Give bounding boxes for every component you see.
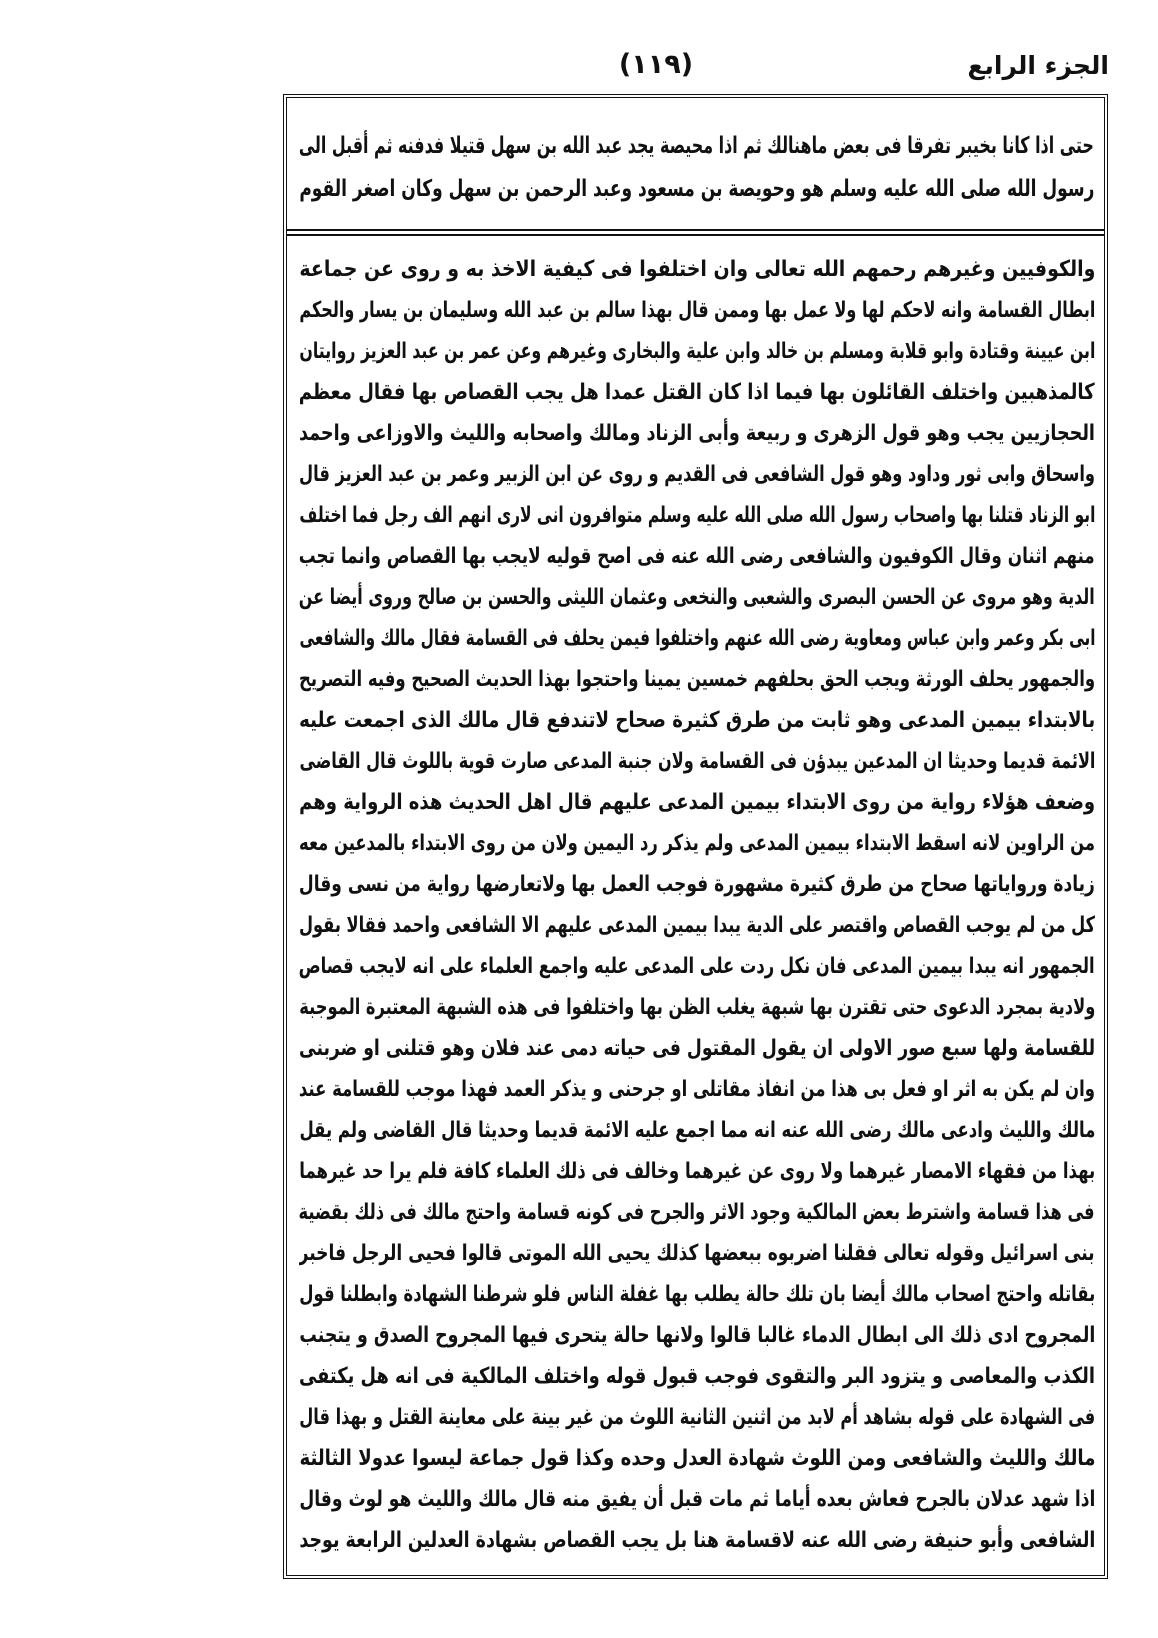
commentary-line-text: كالمذهبين واختلف القائلون بها فيما اذا كان القتل عمدا هل يجب القصاص بها فقال معظم <box>299 380 1095 405</box>
commentary-line <box>299 331 1095 372</box>
commentary-line <box>299 1151 1095 1192</box>
commentary-line-text: ابن عيينة وقتادة وابو قلابة ومسلم بن خالد وابن علية والبخارى وغيرهم وعن عمر بن عبد العزيز روايتان <box>299 339 1095 364</box>
hadith-line <box>299 125 1094 168</box>
commentary-line <box>299 700 1095 741</box>
commentary-line <box>299 1397 1095 1438</box>
commentary-line-text: وضعف هؤلاء رواية من روى الابتداء بيمين المدعى عليهم قال اهل الحديث هذه الرواية وهم <box>299 790 1095 815</box>
page-frame <box>283 94 1108 1579</box>
commentary-line <box>299 454 1095 495</box>
commentary-line-text: منهم اثنان وقال الكوفيون والشافعى رضى الله عنه فى اصح قوليه لايجب بها القصاص وانما تجب <box>299 544 1095 569</box>
commentary-line <box>299 1028 1095 1069</box>
commentary-line-text: بهذا من فقهاء الامصار غيرهما ولا روى عن غيرهما وخالف فى ذلك العلماء كافة فلم يرا حد غيرهما <box>299 1159 1095 1184</box>
commentary-line <box>299 1233 1095 1274</box>
commentary-body <box>299 249 1095 1561</box>
commentary-line-text: الجمهور انه يبدا بيمين المدعى فان نكل ردت على المدعى عليه واجمع العلماء على انه لايجب قصاص <box>299 954 1095 979</box>
commentary-line <box>299 290 1095 331</box>
commentary-line-text: بنى اسرائيل وقوله تعالى فقلنا اضربوه ببعضها كذلك يحيى الله الموتى قالوا فحيى الرجل فاخبر <box>299 1241 1095 1266</box>
commentary-line <box>299 1479 1095 1520</box>
hadith-box <box>287 98 1104 236</box>
commentary-line-text: بقاتله واحتج اصحاب مالك أيضا بان تلك حالة يطلب بها غفلة الناس فلو شرطنا الشهادة وابطلنا قول <box>299 1282 1095 1307</box>
hadith-line-text: حتى اذا كانا بخيبر تفرقا فى بعض ماهنالك ثم اذا محيصة يجد عبد الله بن سهل قتيلا فدفنه ثم أقبل الى <box>299 133 1094 159</box>
commentary-line <box>299 1520 1095 1561</box>
commentary-line <box>299 618 1095 659</box>
commentary-line-text: الدية وهو مروى عن الحسن البصرى والشعبى والنخعى وعثمان الليثى والحسن بن صالح وروى أيضا عن <box>299 585 1095 610</box>
commentary-line <box>299 577 1095 618</box>
commentary-line <box>299 864 1095 905</box>
commentary-line <box>299 782 1095 823</box>
commentary-line-text: الكذب والمعاصى و يتزود البر والتقوى فوجب قبول قوله واختلف المالكية فى انه هل يكتفى <box>299 1364 1095 1389</box>
commentary-line <box>299 659 1095 700</box>
commentary-line-text: ابى بكر وعمر وابن عباس ومعاوية رضى الله عنهم واختلفوا فيمن يحلف فى القسامة فقال مالك والشافعى <box>299 626 1095 651</box>
commentary-line <box>299 905 1095 946</box>
commentary-line-text: اذا شهد عدلان بالجرح فعاش بعده أياما ثم مات قبل أن يفيق منه قال مالك والليث هو لوث وقال <box>299 1487 1095 1512</box>
commentary-line-text: زيادة ورواياتها صحاح من طرق كثيرة مشهورة فوجب العمل بها ولاتعارضها رواية من نسى وقال <box>299 872 1095 897</box>
commentary-line-text: ولادية بمجرد الدعوى حتى تقترن بها شبهة يغلب الظن بها واختلفوا فى هذه الشبهة المعتبرة الموجبة <box>299 995 1095 1020</box>
commentary-line-text: الشافعى وأبو حنيفة رضى الله عنه لاقسامة هنا بل يجب القصاص بشهادة العدلين الرابعة يوجد <box>299 1528 1095 1553</box>
commentary-line <box>299 249 1095 290</box>
commentary-line <box>299 413 1095 454</box>
commentary-line <box>299 1438 1095 1479</box>
commentary-line-text: من الراوين لانه اسقط الابتداء بيمين المدعى ولم يذكر رد اليمين ولان من روى الابتداء بالمدعين معه <box>299 831 1095 856</box>
hadith-line <box>299 168 1094 211</box>
commentary-line-text: بالابتداء بيمين المدعى وهو ثابت من طرق كثيرة صحاح لاتندفع قال مالك الذى اجمعت عليه <box>299 708 1095 733</box>
commentary-line-text: مالك والليث والشافعى ومن اللوث شهادة العدل وحده وكذا قول جماعة ليسوا عدولا الثالثة <box>299 1446 1095 1471</box>
commentary-line <box>299 1315 1095 1356</box>
commentary-line-text: والجمهور يحلف الورثة ويجب الحق بحلفهم خمسين يمينا واحتجوا بهذا الحديث الصحيح وفيه التصريح <box>299 667 1095 692</box>
commentary-line <box>299 741 1095 782</box>
commentary-line-text: فى هذا قسامة واشترط بعض المالكية وجود الاثر والجرح فى كونه قسامة واحتج مالك فى ذلك بقضية <box>299 1200 1095 1225</box>
commentary-line <box>299 1069 1095 1110</box>
running-head <box>283 44 1109 90</box>
commentary-line <box>299 1274 1095 1315</box>
commentary-line <box>299 372 1095 413</box>
commentary-line <box>299 536 1095 577</box>
commentary-line-text: وان لم يكن به اثر او فعل بى هذا من انفاذ مقاتلى او جرحنى و يذكر العمد فهذا موجب للقسامة عند <box>299 1077 1095 1102</box>
commentary-line <box>299 495 1095 536</box>
commentary-line-text: ابطال القسامة وانه لاحكم لها ولا عمل بها وممن قال بهذا سالم بن عبد الله وسليمان بن يسار والحكم <box>299 298 1095 323</box>
commentary-line-text: والكوفيين وغيرهم رحمهم الله تعالى وان اختلفوا فى كيفية الاخذ به و روى عن جماعة <box>299 257 1095 282</box>
commentary-line-text: الائمة قديما وحديثا ان المدعين يبدؤن فى القسامة ولان جنبة المدعى صارت قوية باللوث قال القاضى <box>299 749 1095 774</box>
part-title: الجزء الرابع <box>967 51 1109 80</box>
commentary-line <box>299 946 1095 987</box>
commentary-line-text: الحجازيين يجب وهو قول الزهرى و ربيعة وأبى الزناد ومالك واصحابه والليث والاوزاعى واحمد <box>299 421 1095 446</box>
commentary-line <box>299 1110 1095 1151</box>
commentary-line-text: مالك والليث وادعى مالك رضى الله عنه انه مما اجمع عليه الائمة قديما وحديثا قال القاضى ولم يقل <box>299 1118 1095 1143</box>
commentary-line <box>299 823 1095 864</box>
commentary-line-text: المجروح ادى ذلك الى ابطال الدماء غالبا قالوا ولانها حالة يتحرى فيها المجروح الصدق و يتجنب <box>299 1323 1095 1348</box>
commentary-line <box>299 1356 1095 1397</box>
hadith-line-text: رسول الله صلى الله عليه وسلم هو وحويصة بن مسعود وعبد الرحمن بن سهل وكان اصغر القوم <box>299 176 1094 202</box>
commentary-line-text: كل من لم يوجب القصاص واقتصر على الدية يبدا بيمين المدعى عليهم الا الشافعى واحمد فقالا بقول <box>299 913 1095 938</box>
commentary-line <box>299 987 1095 1028</box>
commentary-line-text: ابو الزناد قتلنا بها واصحاب رسول الله صلى الله عليه وسلم متوافرون انى لارى انهم الف رجل فما اختلف <box>299 503 1095 528</box>
commentary-line-text: للقسامة ولها سبع صور الاولى ان يقول المقتول فى حياته دمى عند فلان وهو قتلنى او ضربنى <box>299 1036 1095 1061</box>
hadith-text <box>299 125 1094 211</box>
commentary-line <box>299 1192 1095 1233</box>
commentary-line-text: واسحاق وابى ثور وداود وهو قول الشافعى فى القديم و روى عن ابن الزبير وعمر بن عبد العزيز قال <box>299 462 1095 487</box>
commentary-line-text: فى الشهادة على قوله بشاهد أم لابد من اثنين الثانية اللوث من غير بينة على معاينة القتل و بهذا قال <box>299 1405 1095 1430</box>
page-number: (١١٩) <box>618 49 694 80</box>
